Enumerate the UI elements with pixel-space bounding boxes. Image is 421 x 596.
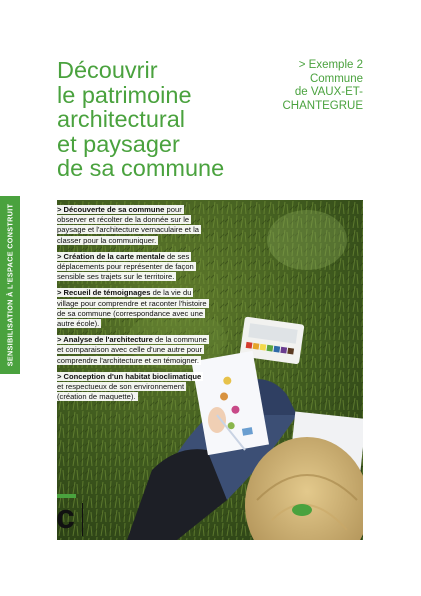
item-heading: > Conception d'un habitat bioclimatique	[57, 371, 202, 381]
item-heading: > Découverte de sa commune	[57, 205, 165, 214]
list-item	[57, 252, 207, 283]
side-label: SENSIBILISATION À L'ESPACE CONSTRUIT	[5, 203, 15, 367]
item-heading: > Recueil de témoignages	[57, 288, 151, 298]
example-line: > Exemple 2	[298, 59, 363, 71]
item-text: pour observer et récolter de la donnée sur le paysage et l'architecture vernaculaire et la classer pour la communiquer.	[57, 205, 200, 245]
example-line: de VAUX-ET-	[294, 86, 363, 98]
title-line: et paysager	[57, 130, 180, 157]
item-heading: > Création de la carte mentale	[57, 251, 165, 261]
list-item	[57, 335, 207, 366]
activities-list	[57, 205, 207, 408]
logo-divider	[82, 503, 83, 536]
item-text: de la vie du village pour comprendre et raconter l'histoire de sa commune (correspondance avec une autre école).	[57, 288, 207, 329]
title-line: Découvrir	[57, 57, 158, 83]
example-line: CHANTEGRUE	[282, 99, 363, 112]
title-line: de sa commune	[57, 155, 225, 181]
list-item	[57, 205, 207, 246]
page-title	[57, 58, 224, 181]
list-item	[57, 288, 207, 329]
title-line: architectural	[57, 106, 185, 132]
item-heading: > Analyse de l'architecture	[57, 335, 153, 345]
list-item	[57, 372, 207, 403]
logo-letter: c	[56, 498, 75, 536]
example-caption	[282, 59, 363, 113]
item-text: et respectueux de son environnement (création de maquette).	[57, 382, 185, 402]
item-text: de la commune et comparaison avec celle d'une autre pour comprendre l'architecture et en témoigner.	[57, 335, 207, 365]
title-line: le patrimoine	[57, 81, 192, 108]
example-line: Commune	[309, 72, 363, 85]
item-text: de ses déplacements pour représenter de façon sensible ses trajets sur le territoire.	[57, 251, 194, 282]
